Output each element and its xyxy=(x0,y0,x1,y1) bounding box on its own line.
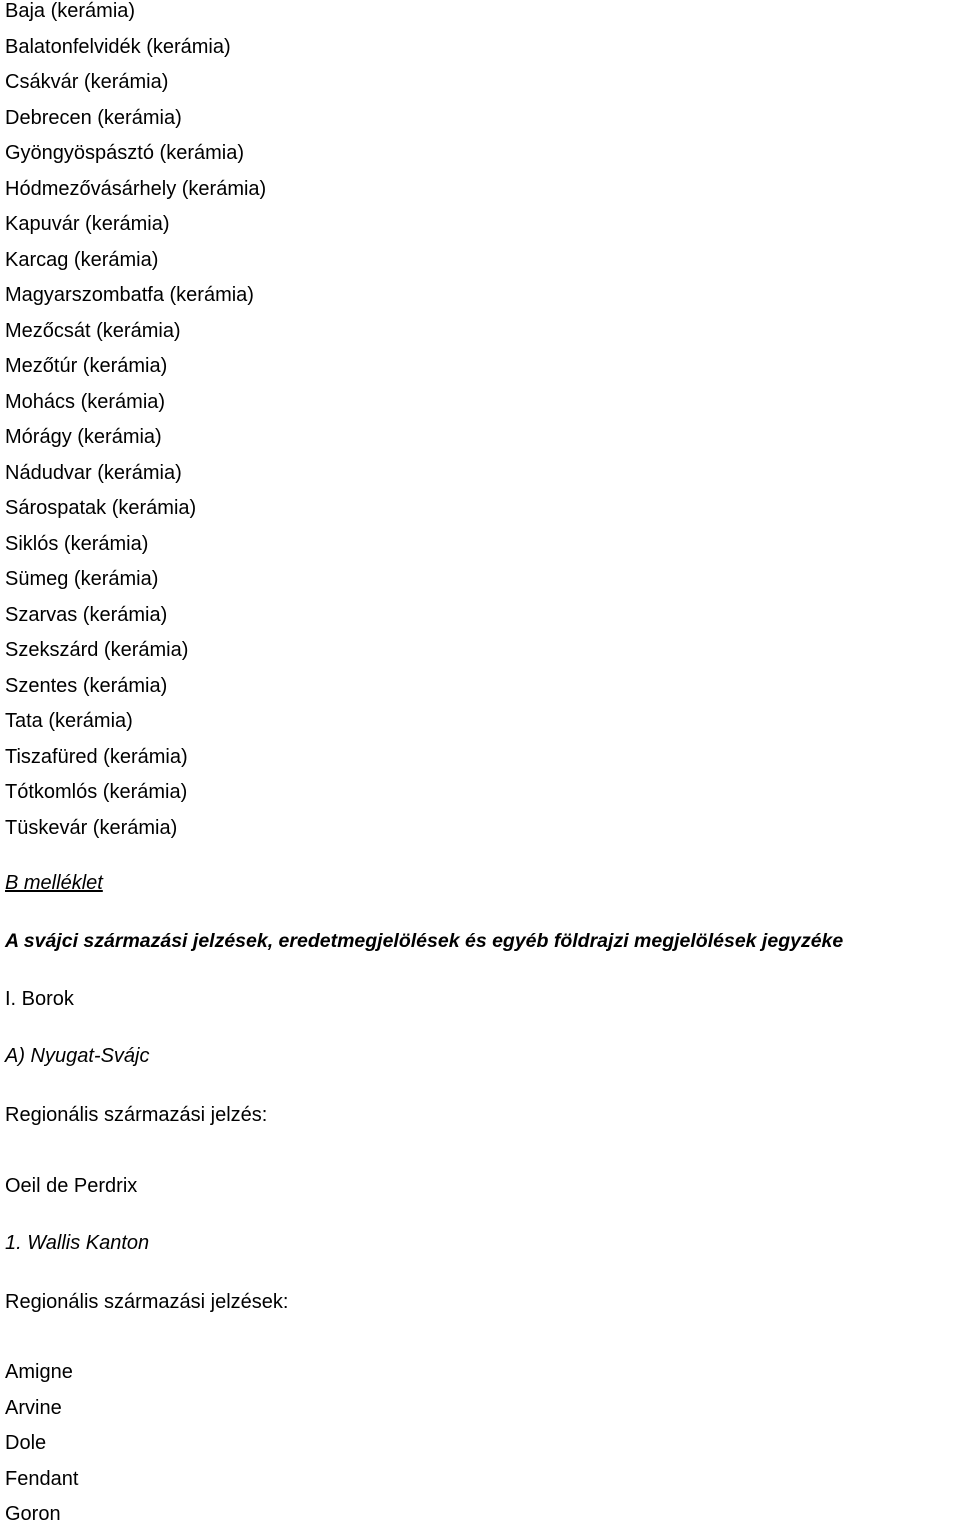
list-item: Mezőtúr (kerámia) xyxy=(5,355,168,377)
list-item: Siklós (kerámia) xyxy=(5,532,149,555)
list-item: Szekszárd (kerámia) xyxy=(5,639,189,661)
list-item: Amigne xyxy=(5,1361,73,1383)
list-item: Tüskevár (kerámia) xyxy=(5,816,178,839)
list-item: Sümeg (kerámia) xyxy=(5,568,159,590)
list-item: Nádudvar (kerámia) xyxy=(5,461,182,484)
list-item: Goron xyxy=(5,1503,61,1525)
list-item: Kapuvár (kerámia) xyxy=(5,213,170,235)
section-wines: I. Borok xyxy=(5,988,74,1010)
list-item: Sárospatak (kerámia) xyxy=(5,497,197,519)
list-item: Tiszafüred (kerámia) xyxy=(5,745,188,768)
regional-item: Oeil de Perdrix xyxy=(5,1175,138,1197)
list-item: Mórágy (kerámia) xyxy=(5,426,162,448)
list-item: Szentes (kerámia) xyxy=(5,674,168,697)
list-item: Balatonfelvidék (kerámia) xyxy=(5,35,231,58)
list-item: Mohács (kerámia) xyxy=(5,390,166,413)
list-item: Baja (kerámia) xyxy=(5,0,136,22)
canton-heading: 1. Wallis Kanton xyxy=(5,1232,150,1254)
regional-label-plural: Regionális származási jelzések: xyxy=(5,1291,289,1313)
list-item: Hódmezővásárhely (kerámia) xyxy=(5,177,267,200)
list-item: Dole xyxy=(5,1432,47,1454)
annex-heading: B melléklet xyxy=(5,872,103,894)
list-item: Karcag (kerámia) xyxy=(5,248,159,271)
list-item: Gyöngyöspásztó (kerámia) xyxy=(5,142,244,164)
list-item: Csákvár (kerámia) xyxy=(5,71,169,93)
list-item: Debrecen (kerámia) xyxy=(5,106,182,129)
list-item: Mezőcsát (kerámia) xyxy=(5,319,181,342)
list-item: Magyarszombatfa (kerámia) xyxy=(5,284,254,306)
list-item: Tótkomlós (kerámia) xyxy=(5,781,188,803)
ceramics-list xyxy=(5,0,266,852)
wallis-list xyxy=(5,1361,78,1539)
list-item: Szarvas (kerámia) xyxy=(5,603,168,626)
subsection-west-switzerland: A) Nyugat-Svájc xyxy=(5,1045,150,1067)
list-item: Arvine xyxy=(5,1396,62,1419)
list-item: Tata (kerámia) xyxy=(5,710,133,732)
list-item: Fendant xyxy=(5,1467,79,1490)
annex-title: A svájci származási jelzések, eredetmegjelölések és egyéb földrajzi megjelölések jegyzéke xyxy=(5,930,844,952)
regional-label-singular: Regionális származási jelzés: xyxy=(5,1104,268,1126)
